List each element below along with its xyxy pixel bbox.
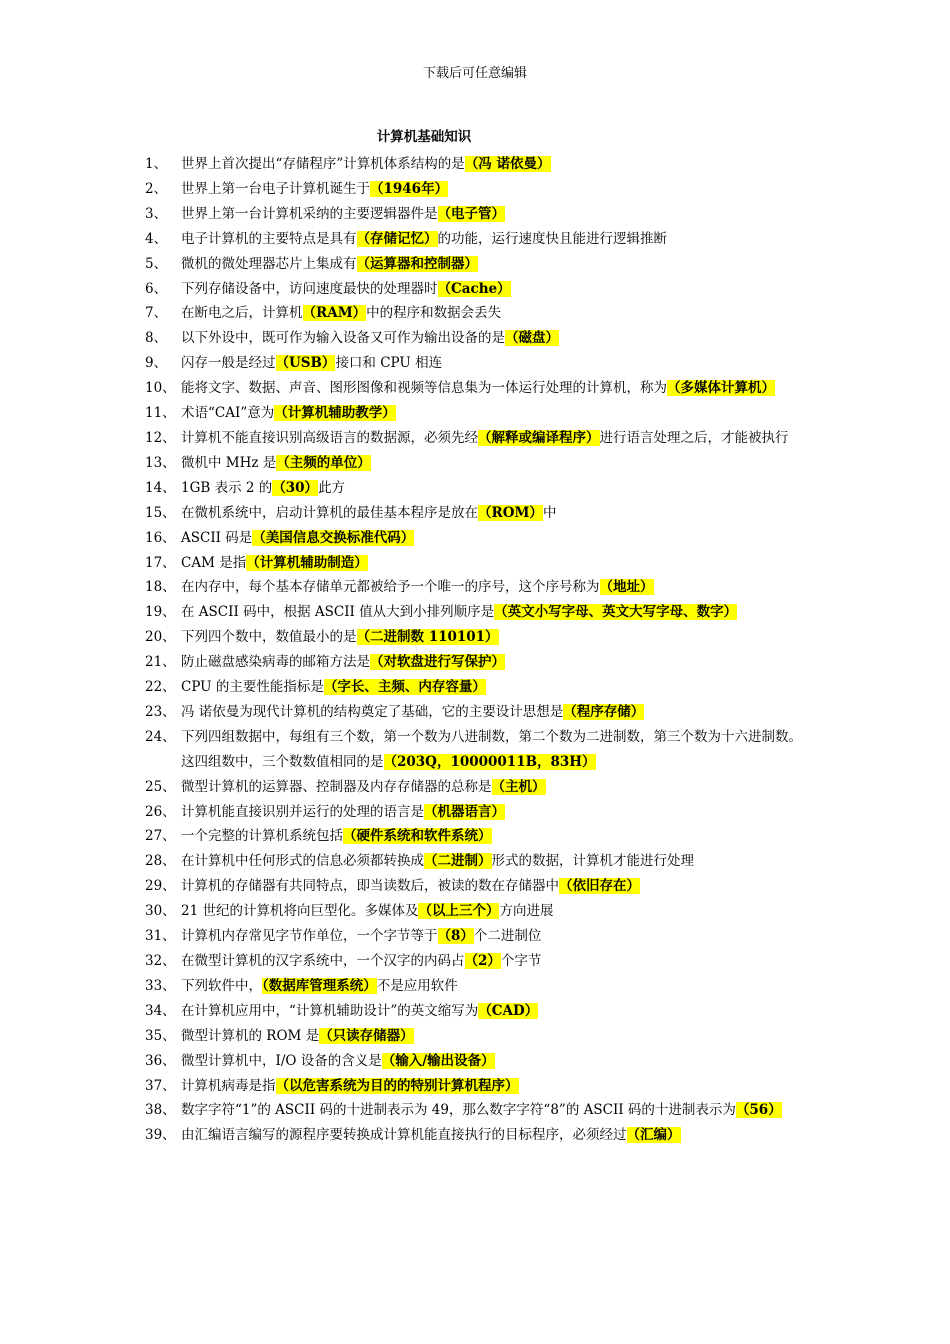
question-text: 在微机系统中，启动计算机的最佳基本程序是放在: [181, 504, 478, 521]
item-number: 10、: [145, 380, 176, 397]
list-item: [0, 874, 950, 899]
question-text: 21 世纪的计算机将向巨型化。多媒体及: [181, 903, 419, 920]
list-item: [0, 1049, 950, 1074]
question-text: 世界上第一台电子计算机诞生于: [181, 180, 370, 197]
answer-highlight: （对软盘进行写保护）: [370, 654, 505, 671]
answer-highlight: （运算器和控制器）: [356, 255, 478, 272]
item-number: 5、: [145, 255, 168, 272]
answer-highlight: （2）: [464, 953, 501, 969]
item-text: [181, 600, 811, 625]
item-number: 31、: [145, 928, 176, 945]
item-number: 13、: [145, 454, 176, 471]
question-text: 下列存储设备中，访问速度最快的处理器时: [181, 280, 438, 297]
item-text: [181, 874, 811, 899]
question-text: 电子计算机的主要特点是具有: [181, 230, 357, 247]
answer-highlight: （1946年）: [370, 180, 449, 197]
item-number: 32、: [145, 953, 176, 969]
list-item: [0, 899, 950, 924]
question-text: ASCII 码是: [181, 529, 253, 546]
item-text: [181, 849, 811, 874]
question-text: 在 ASCII 码中，根据 ASCII 值从大到小排列顺序是: [181, 604, 495, 621]
answer-highlight: （依旧存在）: [559, 878, 640, 895]
list-item: [0, 426, 950, 451]
question-text: 微型计算机的运算器、控制器及内存存储器的总称是: [181, 778, 492, 795]
answer-highlight: （CAD）: [478, 1002, 539, 1019]
item-text: [181, 974, 811, 999]
item-number: 37、: [145, 1077, 176, 1094]
item-number: 38、: [145, 1102, 176, 1119]
item-number: 14、: [145, 479, 176, 496]
answer-highlight: （以上三个）: [418, 903, 500, 920]
list-item: [0, 675, 950, 700]
list-item: [0, 1074, 950, 1099]
list-item: [0, 376, 950, 401]
item-text: [181, 1074, 811, 1099]
list-item: [0, 974, 950, 999]
item-number: 3、: [145, 205, 168, 222]
answer-highlight: （RAM）: [302, 305, 367, 322]
item-text: [181, 551, 811, 576]
answer-highlight: （汇编）: [626, 1127, 681, 1144]
item-text: [181, 725, 811, 775]
list-item: [0, 152, 950, 177]
item-text: [181, 152, 811, 177]
list-item: [0, 476, 950, 501]
item-number: 12、: [145, 429, 176, 446]
answer-highlight: （字长、主频、内存容量）: [323, 679, 486, 696]
question-text: 在微型计算机的汉字系统中，一个汉字的内码占: [181, 953, 465, 969]
answer-highlight: （只读存储器）: [319, 1027, 414, 1044]
question-text: 由汇编语言编写的源程序要转换成计算机能直接执行的目标程序，必须经过: [181, 1127, 627, 1144]
list-item: [0, 575, 950, 600]
list-item: [0, 277, 950, 302]
item-text: [181, 775, 811, 800]
item-text: [181, 202, 811, 227]
item-text: [181, 277, 811, 302]
list-item: [0, 501, 950, 526]
question-list: [0, 152, 950, 1148]
item-text: [181, 924, 811, 949]
question-text: 下列四组数据中，每组有三个数，第一个数为八进制数，第二个数为二进制数，第三个数为十六进制数。这四组数中，三个数数值相同的是: [181, 728, 802, 770]
question-text: 微型计算机中，I/O 设备的含义是: [181, 1052, 382, 1069]
item-text: [181, 675, 811, 700]
item-number: 16、: [145, 529, 176, 546]
list-item: [0, 351, 950, 376]
list-item: [0, 725, 950, 775]
item-number: 30、: [145, 903, 176, 920]
question-text: 计算机的存储器有共同特点，即当读数后，被读的数在存储器中: [181, 878, 559, 895]
question-text: 防止磁盘感染病毒的邮箱方法是: [181, 654, 370, 671]
document-title: 计算机基础知识: [376, 129, 472, 145]
question-text-rest: 中的程序和数据会丢失: [366, 305, 502, 322]
answer-highlight: （冯 诺依曼）: [464, 156, 551, 172]
list-item: [0, 775, 950, 800]
question-text: 1GB 表示 2 的: [181, 479, 273, 496]
item-text: [181, 376, 811, 401]
question-text: 在内存中，每个基本存储单元都被给予一个唯一的序号，这个序号称为: [181, 579, 600, 596]
item-text: [181, 177, 811, 202]
answer-highlight: （30）: [272, 479, 319, 496]
item-number: 35、: [145, 1027, 176, 1044]
question-text: 世界上首次提出“存储程序”计算机体系结构的是: [181, 156, 465, 172]
list-item: [0, 625, 950, 650]
answer-highlight: （计算机辅助教学）: [274, 405, 396, 422]
item-text: [181, 326, 811, 351]
item-text: [181, 401, 811, 426]
item-number: 23、: [145, 703, 176, 720]
item-text: [181, 800, 811, 825]
item-number: 26、: [145, 803, 176, 820]
answer-highlight: （以危害系统为目的的特别计算机程序）: [275, 1077, 519, 1094]
answer-highlight: （ROM）: [478, 504, 543, 521]
question-text-rest: 进行语言处理之后，才能被执行: [599, 429, 789, 446]
answer-highlight: （存储记忆）: [356, 230, 438, 247]
question-text-rest: 个字节: [500, 953, 542, 969]
list-item: [0, 999, 950, 1024]
item-number: 24、: [145, 728, 176, 745]
item-number: 34、: [145, 1002, 176, 1019]
item-text: [181, 1049, 811, 1074]
question-text-rest: 不是应用软件: [376, 977, 458, 994]
item-text: [181, 650, 811, 675]
item-text: [181, 1024, 811, 1049]
question-text: 计算机内存常见字节作单位，一个字节等于: [181, 928, 438, 945]
question-text: 世界上第一台计算机采纳的主要逻辑器件是: [181, 205, 438, 222]
question-text: 闪存一般是经过: [181, 355, 276, 372]
question-text: 计算机能直接识别并运行的处理的语言是: [181, 803, 424, 820]
item-number: 19、: [145, 604, 176, 621]
item-text: [181, 476, 811, 501]
question-text-rest: 个二进制位: [473, 928, 542, 945]
item-number: 27、: [145, 828, 176, 845]
list-item: [0, 849, 950, 874]
item-number: 21、: [145, 654, 176, 671]
list-item: [0, 326, 950, 351]
answer-highlight: （二进制）: [424, 853, 492, 870]
page-header: 下载后可任意编辑: [422, 66, 527, 81]
list-item: [0, 526, 950, 551]
question-text: 能将文字、数据、声音、图形图像和视频等信息集为一体运行处理的计算机，称为: [181, 380, 667, 397]
list-item: [0, 252, 950, 277]
item-number: 29、: [145, 878, 176, 895]
answer-highlight: （解释或编译程序）: [478, 429, 600, 446]
answer-highlight: （Cache）: [437, 280, 511, 297]
answer-highlight: （数据库管理系统）: [262, 977, 377, 994]
question-text-rest: 中: [542, 504, 557, 521]
list-item: [0, 227, 950, 252]
item-text: [181, 949, 811, 974]
list-item: [0, 800, 950, 825]
question-text-rest: 方向进展: [499, 903, 554, 920]
list-item: [0, 401, 950, 426]
item-number: 20、: [145, 629, 176, 646]
item-number: 7、: [145, 305, 168, 322]
item-text: [181, 227, 811, 252]
question-text: CPU 的主要性能指标是: [181, 679, 324, 696]
answer-highlight: （计算机辅助制造）: [246, 554, 368, 571]
question-text: 在计算机应用中，“计算机辅助设计”的英文缩写为: [181, 1002, 479, 1019]
item-number: 8、: [145, 330, 168, 347]
list-item: [0, 177, 950, 202]
list-item: [0, 1024, 950, 1049]
answer-highlight: （二进制数 110101）: [356, 629, 499, 646]
list-item: [0, 824, 950, 849]
item-text: [181, 451, 811, 476]
item-number: 17、: [145, 554, 176, 571]
item-text: [181, 501, 811, 526]
item-text: [181, 824, 811, 849]
item-number: 4、: [145, 230, 168, 247]
question-text: 下列软件中，: [181, 977, 262, 994]
answer-highlight: （多媒体计算机）: [667, 380, 775, 397]
question-text: 下列四个数中，数值最小的是: [181, 629, 357, 646]
item-number: 6、: [145, 280, 168, 297]
list-item: [0, 924, 950, 949]
question-text: 微型计算机的 ROM 是: [181, 1027, 320, 1044]
answer-highlight: （程序存储）: [563, 703, 645, 720]
item-text: [181, 625, 811, 650]
item-number: 28、: [145, 853, 176, 870]
question-text: 微机的微处理器芯片上集成有: [181, 255, 357, 272]
question-text: 以下外设中，既可作为输入设备又可作为输出设备的是: [181, 330, 505, 347]
list-item: [0, 451, 950, 476]
list-item: [0, 1123, 950, 1148]
answer-highlight: （地址）: [599, 579, 654, 596]
item-number: 33、: [145, 977, 176, 994]
item-text: [181, 999, 811, 1024]
item-number: 25、: [145, 778, 176, 795]
item-text: [181, 351, 811, 376]
question-text: 数字字符“1”的 ASCII 码的十进制表示为 49，那么数字字符“8”的 ASCII 码的十进制表示为: [181, 1102, 736, 1119]
item-text: [181, 1098, 811, 1123]
answer-highlight: （8）: [437, 928, 474, 945]
item-text: [181, 575, 811, 600]
question-text: 冯 诺依曼为现代计算机的结构奠定了基础，它的主要设计思想是: [181, 703, 564, 720]
answer-highlight: （主频的单位）: [276, 454, 371, 471]
question-text-rest: 形式的数据，计算机才能进行处理: [491, 853, 694, 870]
list-item: [0, 551, 950, 576]
item-number: 2、: [145, 180, 168, 197]
answer-highlight: （机器语言）: [424, 803, 505, 820]
answer-highlight: （磁盘）: [505, 330, 559, 347]
question-text: 计算机病毒是指: [181, 1077, 276, 1094]
answer-highlight: （主机）: [491, 778, 546, 795]
question-text: CAM 是指: [181, 554, 247, 571]
question-text: 在断电之后，计算机: [181, 305, 303, 322]
item-number: 15、: [145, 504, 176, 521]
answer-highlight: （56）: [735, 1102, 782, 1119]
item-number: 39、: [145, 1127, 176, 1144]
item-text: [181, 301, 811, 326]
item-number: 11、: [145, 405, 176, 422]
list-item: [0, 700, 950, 725]
question-text-rest: 接口和 CPU 相连: [335, 355, 443, 372]
item-number: 9、: [145, 355, 168, 372]
list-item: [0, 949, 950, 974]
list-item: [0, 301, 950, 326]
question-text: 计算机不能直接识别高级语言的数据源，必须先经: [181, 429, 478, 446]
list-item: [0, 600, 950, 625]
answer-highlight: （英文小写字母、英文大写字母、数字）: [494, 604, 738, 621]
answer-highlight: （硬件系统和软件系统）: [343, 828, 492, 845]
item-number: 36、: [145, 1052, 176, 1069]
answer-highlight: （电子管）: [437, 205, 505, 222]
question-text: 微机中 MHz 是: [181, 454, 277, 471]
answer-highlight: （203Q，10000011B，83H）: [383, 753, 596, 770]
question-text-rest: 此方: [318, 479, 346, 496]
answer-highlight: （美国信息交换标准代码）: [252, 529, 415, 546]
item-number: 1、: [145, 156, 168, 172]
question-text-rest: 的功能，运行速度快且能进行逻辑推断: [437, 230, 667, 247]
item-text: [181, 1123, 811, 1148]
answer-highlight: （USB）: [275, 355, 336, 372]
item-text: [181, 899, 811, 924]
item-text: [181, 252, 811, 277]
item-text: [181, 526, 811, 551]
item-text: [181, 426, 811, 451]
question-text: 在计算机中任何形式的信息必须都转换成: [181, 853, 424, 870]
answer-highlight: （输入/输出设备）: [381, 1052, 495, 1069]
question-text: 术语“CAI”意为: [181, 405, 275, 422]
list-item: [0, 650, 950, 675]
list-item: [0, 1098, 950, 1123]
list-item: [0, 202, 950, 227]
item-text: [181, 700, 811, 725]
question-text: 一个完整的计算机系统包括: [181, 828, 343, 845]
item-number: 18、: [145, 579, 176, 596]
item-number: 22、: [145, 679, 176, 696]
